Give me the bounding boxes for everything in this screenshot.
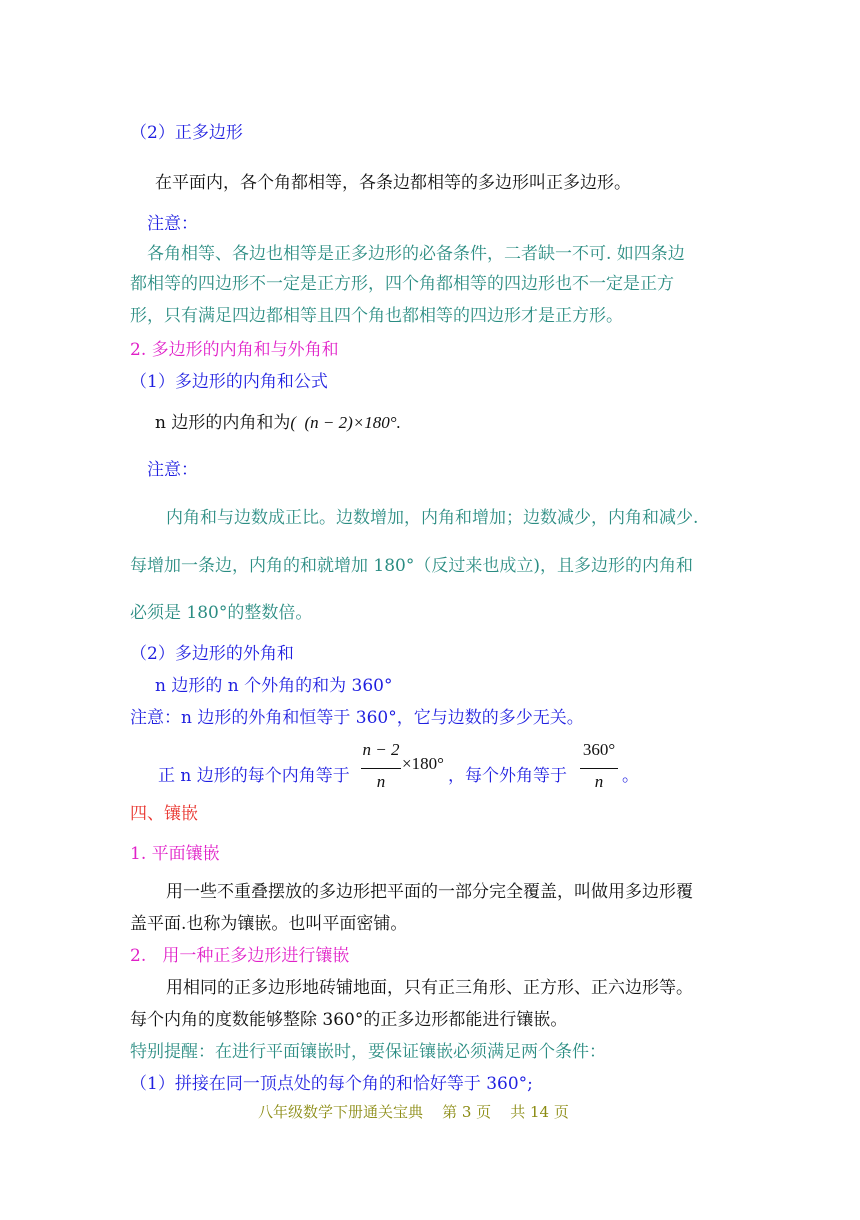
note-label: 注意： (147, 214, 198, 234)
interior-angle-fraction (361, 740, 401, 800)
page-footer: 八年级数学下册通关宝典 第 3 页 共 14 页 (258, 1103, 569, 1121)
exterior-angle-sum-text: n 边形的 n 个外角的和为 360° (155, 676, 393, 696)
tessellation-definition-line: 盖平面.也称为镶嵌。也叫平面密铺。 (130, 914, 408, 934)
note-label: 注意： (147, 460, 198, 480)
note-text-line: 都相等的四边形不一定是正方形，四个角都相等的四边形也不一定是正方 (130, 274, 674, 294)
fraction-denominator: n (594, 772, 604, 791)
note-text-line: 形，只有满足四边都相等且四个角也都相等的四边形才是正方形。 (130, 306, 623, 326)
exterior-angle-fraction (580, 740, 618, 800)
special-reminder: 特别提醒：在进行平面镶嵌时，要保证镶嵌必须满足两个条件： (130, 1042, 606, 1062)
tessellation-definition-line: 用一些不重叠摆放的多边形把平面的一部分完全覆盖，叫做用多边形覆 (166, 882, 693, 902)
subsection-plane-tessellation: 1. 平面镶嵌 (130, 844, 220, 864)
condition-1: （1）拼接在同一顶点处的每个角的和恰好等于 360°; (130, 1074, 533, 1094)
tessellation-text-line: 用相同的正多边形地砖铺地面，只有正三角形、正方形、正六边形等。 (166, 978, 693, 998)
fraction-bar (580, 768, 618, 769)
subsection-single-polygon-tessellation: 2. 用一种正多边形进行镶嵌 (130, 946, 350, 966)
interior-angle-sum-line (155, 411, 401, 435)
regular-polygon-angle-text: 正 n 边形的每个内角等于 (158, 766, 350, 786)
section-angle-sums: 2. 多边形的内角和与外角和 (130, 340, 339, 360)
fraction-numerator: 360° (582, 740, 616, 759)
fraction-bar (361, 768, 401, 769)
note-text-line: 内角和与边数成正比。边数增加，内角和增加；边数减少，内角和减少. (166, 508, 699, 528)
subsection-exterior-angle-sum: （2）多边形的外角和 (130, 644, 294, 664)
section-tessellation: 四、镶嵌 (130, 804, 198, 824)
regular-polygon-definition: 在平面内，各个角都相等，各条边都相等的多边形叫正多边形。 (155, 173, 631, 193)
period: 。 (622, 766, 639, 786)
note-text-line: 各角相等、各边也相等是正多边形的必备条件，二者缺一不可. 如四条边 (147, 244, 685, 264)
fraction-denominator: n (376, 772, 386, 791)
exterior-angle-text: ，每个外角等于 (448, 766, 567, 786)
note-text-line: 必须是 180°的整数倍。 (130, 603, 313, 623)
exterior-angle-note: 注意：n 边形的外角和恒等于 360°，它与边数的多少无关。 (130, 708, 584, 728)
fraction-numerator: n − 2 (362, 740, 400, 759)
interior-angle-sum-text: n 边形的内角和为 (155, 413, 291, 433)
subsection-regular-polygon: （2）正多边形 (130, 123, 243, 143)
subsection-interior-angle-formula: （1）多边形的内角和公式 (130, 372, 328, 392)
interior-angle-formula: ( (n − 2)×180°. (290, 413, 401, 432)
note-text-line: 每增加一条边，内角的和就增加 180°（反过来也成立)，且多边形的内角和 (130, 556, 693, 576)
tessellation-text-line: 每个内角的度数能够整除 360°的正多边形都能进行镶嵌。 (130, 1010, 568, 1030)
times-180: ×180° (402, 754, 444, 773)
